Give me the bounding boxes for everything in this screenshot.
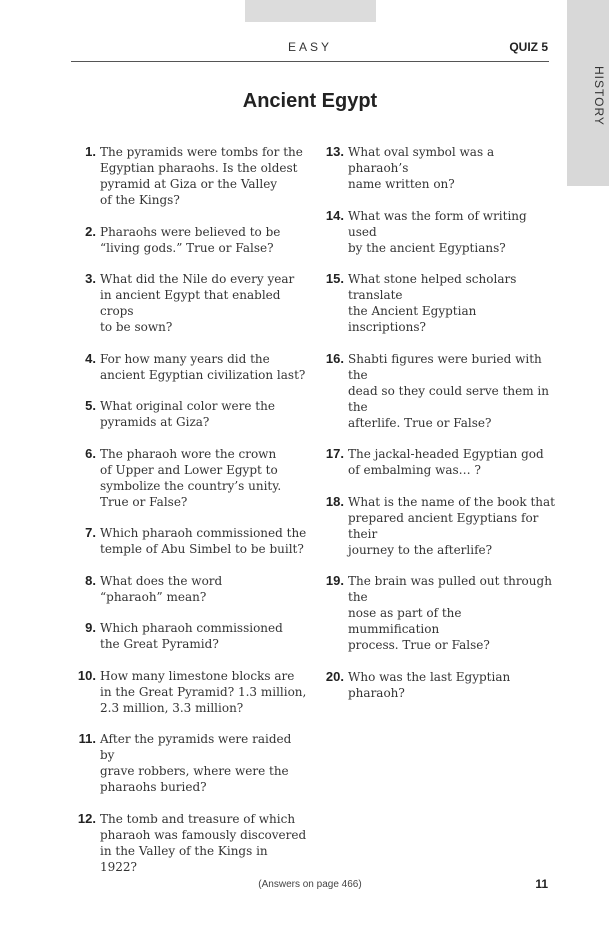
- question-item: [316, 144, 556, 192]
- question-line: pharaohs buried?: [100, 780, 207, 794]
- question-item: [68, 446, 308, 510]
- question-line: of embalming was… ?: [348, 463, 481, 477]
- question-text: [100, 811, 308, 875]
- question-text: [100, 224, 308, 256]
- question-number: 15.: [325, 271, 344, 286]
- question-line: How many limestone blocks are: [100, 668, 295, 683]
- question-text: [100, 731, 308, 795]
- question-line: “pharaoh” mean?: [100, 589, 207, 604]
- question-item: [316, 446, 556, 478]
- question-item: [68, 731, 308, 795]
- question-line: Who was the last Egyptian pharaoh?: [348, 669, 511, 700]
- question-text: [100, 144, 308, 208]
- question-text: [348, 351, 556, 431]
- section-label: HISTORY: [592, 66, 606, 126]
- question-line: The tomb and treasure of which: [100, 811, 296, 826]
- question-line: pharaoh was famously discovered: [100, 827, 307, 842]
- question-item: [316, 494, 556, 558]
- page-title: Ancient Egypt: [242, 90, 378, 112]
- question-text: [348, 669, 556, 701]
- question-text: [348, 271, 556, 335]
- page-number: 11: [535, 877, 548, 891]
- question-number: 13.: [325, 144, 344, 159]
- question-line: Shabti figures were buried with the: [348, 351, 542, 382]
- question-line: of Upper and Lower Egypt to: [100, 462, 278, 477]
- question-line: Which pharaoh commissioned: [100, 621, 283, 635]
- question-line: pyramids at Giza?: [100, 415, 210, 429]
- question-line: “living gods.” True or False?: [100, 240, 274, 255]
- question-line: The brain was pulled out through the: [348, 574, 552, 604]
- question-line: afterlife. True or False?: [348, 415, 492, 430]
- question-line: Egyptian pharaohs. Is the oldest: [100, 161, 298, 175]
- question-text: [100, 446, 308, 510]
- question-text: [100, 573, 308, 605]
- question-line: True or False?: [100, 494, 188, 509]
- question-item: [68, 620, 308, 652]
- question-line: temple of Abu Simbel to be built?: [100, 542, 304, 556]
- question-number: 7.: [85, 525, 96, 540]
- question-line: What stone helped scholars translate: [348, 272, 517, 302]
- question-item: [68, 271, 308, 335]
- question-line: to be sown?: [100, 320, 173, 334]
- question-number: 20.: [325, 668, 344, 684]
- question-line: The pharaoh wore the crown: [100, 446, 277, 461]
- question-item: [68, 351, 308, 383]
- question-line: After the pyramids were raided by: [100, 732, 292, 762]
- question-line: the Great Pyramid?: [100, 637, 219, 651]
- question-number: 18.: [325, 493, 344, 509]
- question-number: 4.: [85, 350, 96, 366]
- question-item: [68, 224, 308, 256]
- question-line: by the ancient Egyptians?: [348, 240, 506, 255]
- question-line: the Ancient Egyptian inscriptions?: [348, 304, 477, 334]
- question-line: pyramid at Giza or the Valley: [100, 177, 278, 191]
- question-text: [348, 573, 556, 653]
- question-number: 19.: [325, 573, 344, 588]
- question-line: nose as part of the mummification: [348, 606, 462, 636]
- question-number: 9.: [85, 620, 96, 635]
- question-number: 3.: [85, 271, 96, 286]
- question-line: ancient Egyptian civilization last?: [100, 367, 306, 382]
- question-text: [100, 351, 308, 383]
- question-number: 2.: [85, 223, 96, 239]
- question-item: [68, 811, 308, 875]
- header-rule: [71, 61, 549, 62]
- question-line: For how many years did the: [100, 351, 270, 366]
- question-line: process. True or False?: [348, 638, 490, 652]
- difficulty-level: EASY: [287, 40, 332, 54]
- question-text: [348, 144, 556, 192]
- question-number: 11.: [78, 731, 96, 746]
- question-item: [316, 208, 556, 256]
- question-line: grave robbers, where were the: [100, 764, 289, 778]
- question-line: in the Valley of the Kings in 1922?: [100, 843, 268, 874]
- question-item: [316, 271, 556, 335]
- question-text: [100, 271, 308, 335]
- question-item: [68, 573, 308, 605]
- answers-reference: (Answers on page 466): [258, 879, 362, 890]
- questions-column-right: [316, 144, 556, 716]
- question-line: What original color were the: [100, 399, 275, 413]
- question-item: [316, 573, 556, 653]
- question-text: [100, 668, 308, 716]
- question-line: of the Kings?: [100, 193, 180, 207]
- question-item: [68, 144, 308, 208]
- question-line: 2.3 million, 3.3 million?: [100, 700, 244, 715]
- question-item: [68, 668, 308, 716]
- question-text: [100, 525, 308, 557]
- question-number: 14.: [325, 207, 344, 223]
- question-line: in ancient Egypt that enabled crops: [100, 288, 281, 318]
- question-item: [316, 351, 556, 431]
- question-line: What oval symbol was a pharaoh’s: [348, 145, 495, 175]
- question-line: name written on?: [348, 177, 455, 191]
- questions-column-left: [68, 144, 308, 890]
- question-item: [68, 525, 308, 557]
- question-text: [100, 398, 308, 430]
- question-line: prepared ancient Egyptians for their: [348, 510, 539, 541]
- question-item: [316, 669, 556, 701]
- question-line: dead so they could serve them in the: [348, 383, 549, 414]
- question-line: What was the form of writing used: [348, 208, 527, 239]
- question-item: [68, 398, 308, 430]
- quiz-number: QUIZ 5: [509, 40, 548, 54]
- question-number: 6.: [85, 445, 96, 461]
- question-text: [348, 446, 556, 478]
- question-line: Which pharaoh commissioned the: [100, 526, 307, 540]
- question-text: [348, 208, 556, 256]
- question-line: journey to the afterlife?: [348, 542, 493, 557]
- question-line: The pyramids were tombs for the: [100, 145, 303, 159]
- question-number: 12.: [77, 810, 96, 826]
- question-line: The jackal-headed Egyptian god: [348, 447, 544, 461]
- question-number: 16.: [325, 350, 344, 366]
- question-line: What does the word: [100, 573, 223, 588]
- question-number: 8.: [85, 572, 96, 588]
- question-number: 5.: [85, 398, 96, 413]
- question-line: in the Great Pyramid? 1.3 million,: [100, 684, 307, 699]
- question-text: [100, 620, 308, 652]
- question-number: 10.: [77, 667, 96, 683]
- question-line: Pharaohs were believed to be: [100, 224, 281, 239]
- question-text: [348, 494, 556, 558]
- question-line: What is the name of the book that: [348, 494, 555, 509]
- question-line: What did the Nile do every year: [100, 272, 295, 286]
- question-line: symbolize the country’s unity.: [100, 478, 282, 493]
- question-number: 17.: [325, 446, 344, 461]
- top-tab-decoration: [245, 0, 376, 22]
- question-number: 1.: [85, 144, 96, 159]
